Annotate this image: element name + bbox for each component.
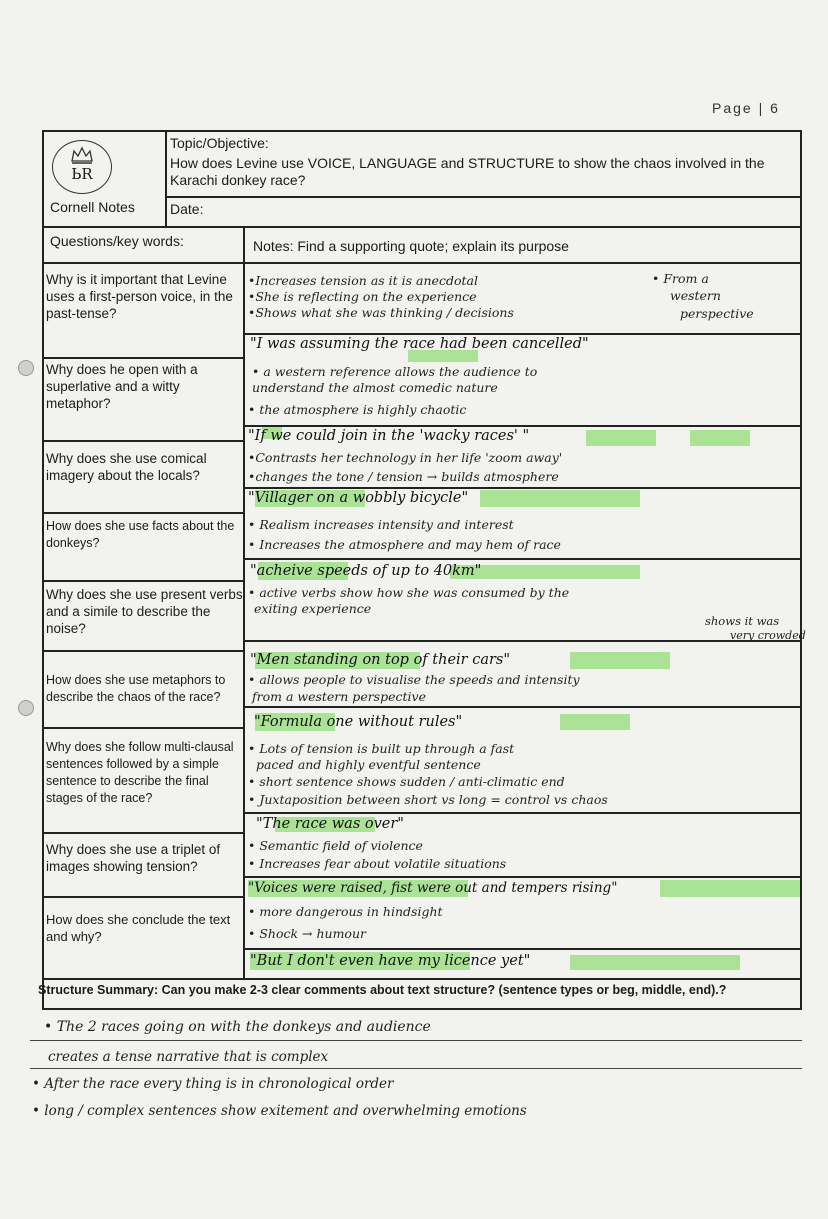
note-line: • the atmosphere is highly chaotic <box>248 402 467 417</box>
note-line: • Shock → humour <box>248 926 366 941</box>
columns-rule <box>42 262 802 264</box>
question-facts: How does she use facts about the donkeys? <box>46 519 235 550</box>
crown-icon <box>70 145 94 165</box>
row-rule <box>42 580 243 582</box>
question-comical-imagery: Why does she use comical imagery about the locals? <box>46 451 207 483</box>
questions-column-header: Questions/key words: <box>50 233 184 249</box>
supporting-quote: "Villager on a wobbly bicycle" <box>248 490 469 506</box>
note-line: exiting experience <box>254 601 372 616</box>
note-line: •Contrasts her technology in her life 'zoom away' <box>248 450 563 465</box>
supporting-quote: "acheive speeds of up to 40km" <box>250 563 482 579</box>
structure-summary-label: Structure Summary: Can you make 2-3 clear comments about text structure? (sentence types or beg, middle, end).? <box>38 983 727 997</box>
date-label: Date: <box>170 201 204 217</box>
highlight-mark <box>586 430 656 446</box>
school-crest <box>52 140 112 194</box>
note-line: • a western reference allows the audience to <box>252 364 538 379</box>
note-line: • Juxtaposition between short vs long = control vs chaos <box>248 792 608 807</box>
header-bottom-rule <box>42 226 802 228</box>
summary-rule <box>30 1068 802 1069</box>
supporting-quote: "If we could join in the 'wacky races' " <box>248 428 530 444</box>
quote-rule <box>243 425 801 427</box>
question-superlative: Why does he open with a superlative and a witty metaphor? <box>46 362 198 411</box>
note-line: •Increases tension as it is anecdotal <box>248 273 478 288</box>
quote-rule <box>243 333 801 335</box>
question-triplet: Why does she use a triplet of images showing tension? <box>46 842 221 874</box>
highlight-mark <box>690 430 750 446</box>
crest-initials: ЬR <box>71 165 93 183</box>
note-line: • Realism increases intensity and interest <box>248 517 514 532</box>
highlight-mark <box>570 652 670 669</box>
note-line: •Shows what she was thinking / decisions <box>248 305 514 320</box>
note-line: • Increases the atmosphere and may hem of race <box>248 537 561 552</box>
question-present-verbs: Why does she use present verbs and a simile to describe the noise? <box>46 587 243 636</box>
note-line: • Semantic field of violence <box>248 838 423 853</box>
highlight-mark <box>660 880 800 897</box>
row-rule <box>42 896 243 898</box>
note-line: • Lots of tension is built up through a fast <box>248 741 515 756</box>
row-rule <box>42 357 243 359</box>
quote-rule <box>243 876 801 878</box>
row-rule <box>42 512 243 514</box>
header-divider <box>165 130 167 226</box>
supporting-quote: "Men standing on top of their cars" <box>250 652 511 668</box>
summary-line: • long / complex sentences show exitement and overwhelming emotions <box>32 1103 527 1119</box>
highlight-mark <box>480 490 640 507</box>
supporting-quote: "But I don't even have my licence yet" <box>250 953 531 969</box>
date-rule <box>165 196 801 198</box>
note-line: paced and highly eventful sentence <box>256 757 481 772</box>
note-side: western <box>670 288 721 303</box>
summary-rule <box>30 1040 802 1041</box>
row-rule <box>42 440 243 442</box>
question-metaphors: How does she use metaphors to describe the chaos of the race? <box>46 673 226 704</box>
supporting-quote: "Formula one without rules" <box>254 714 463 730</box>
cornell-notes-label: Cornell Notes <box>50 199 135 215</box>
note-line: • short sentence shows sudden / anti-climatic end <box>248 774 565 789</box>
topic-text: How does Levine use VOICE, LANGUAGE and STRUCTURE to show the chaos involved in the Karachi donkey race? <box>170 155 765 188</box>
note-line: from a western perspective <box>252 689 426 704</box>
note-line: • allows people to visualise the speeds and intensity <box>248 672 580 687</box>
note-line: understand the almost comedic nature <box>252 380 498 395</box>
question-sentences: Why does she follow multi-clausal sentences followed by a simple sentence to describe the final stages of the race? <box>46 740 234 805</box>
row-rule <box>42 832 243 834</box>
note-line: • Increases fear about volatile situations <box>248 856 507 871</box>
quote-rule <box>243 558 801 560</box>
note-side: perspective <box>680 306 754 321</box>
summary-rule <box>42 978 802 980</box>
note-side: shows it was <box>705 614 780 628</box>
row-rule <box>42 650 243 652</box>
row-rule <box>42 727 243 729</box>
note-line: •She is reflecting on the experience <box>248 289 477 304</box>
quote-rule <box>243 812 801 814</box>
note-line: • active verbs show how she was consumed by the <box>248 585 570 600</box>
notes-column-header: Notes: Find a supporting quote; explain its purpose <box>253 238 569 254</box>
supporting-quote: "I was assuming the race had been cancelled" <box>250 336 589 352</box>
punch-hole <box>18 700 34 716</box>
question-first-person: Why is it important that Levine uses a first-person voice, in the past-tense? <box>46 272 233 321</box>
summary-line: • The 2 races going on with the donkeys and audience <box>44 1019 431 1035</box>
quote-rule <box>243 487 801 489</box>
supporting-quote: "The race was over" <box>256 816 404 832</box>
summary-line: • After the race every thing is in chronological order <box>32 1076 394 1092</box>
question-conclusion: How does she conclude the text and why? <box>46 912 231 944</box>
supporting-quote: "Voices were raised, fist were out and tempers rising" <box>248 880 618 896</box>
punch-hole <box>18 360 34 376</box>
summary-line: creates a tense narrative that is complex <box>48 1049 329 1065</box>
quote-rule <box>243 640 801 642</box>
page-number: Page | 6 <box>712 100 780 116</box>
note-side: • From a <box>652 271 709 286</box>
highlight-mark <box>570 955 740 970</box>
highlight-mark <box>560 714 630 730</box>
note-line: • more dangerous in hindsight <box>248 904 443 919</box>
note-side: very crowded <box>730 629 806 642</box>
note-line: •changes the tone / tension → builds atmosphere <box>248 469 559 484</box>
quote-rule <box>243 706 801 708</box>
quote-rule <box>243 948 801 950</box>
topic-label: Topic/Objective: <box>170 135 269 151</box>
